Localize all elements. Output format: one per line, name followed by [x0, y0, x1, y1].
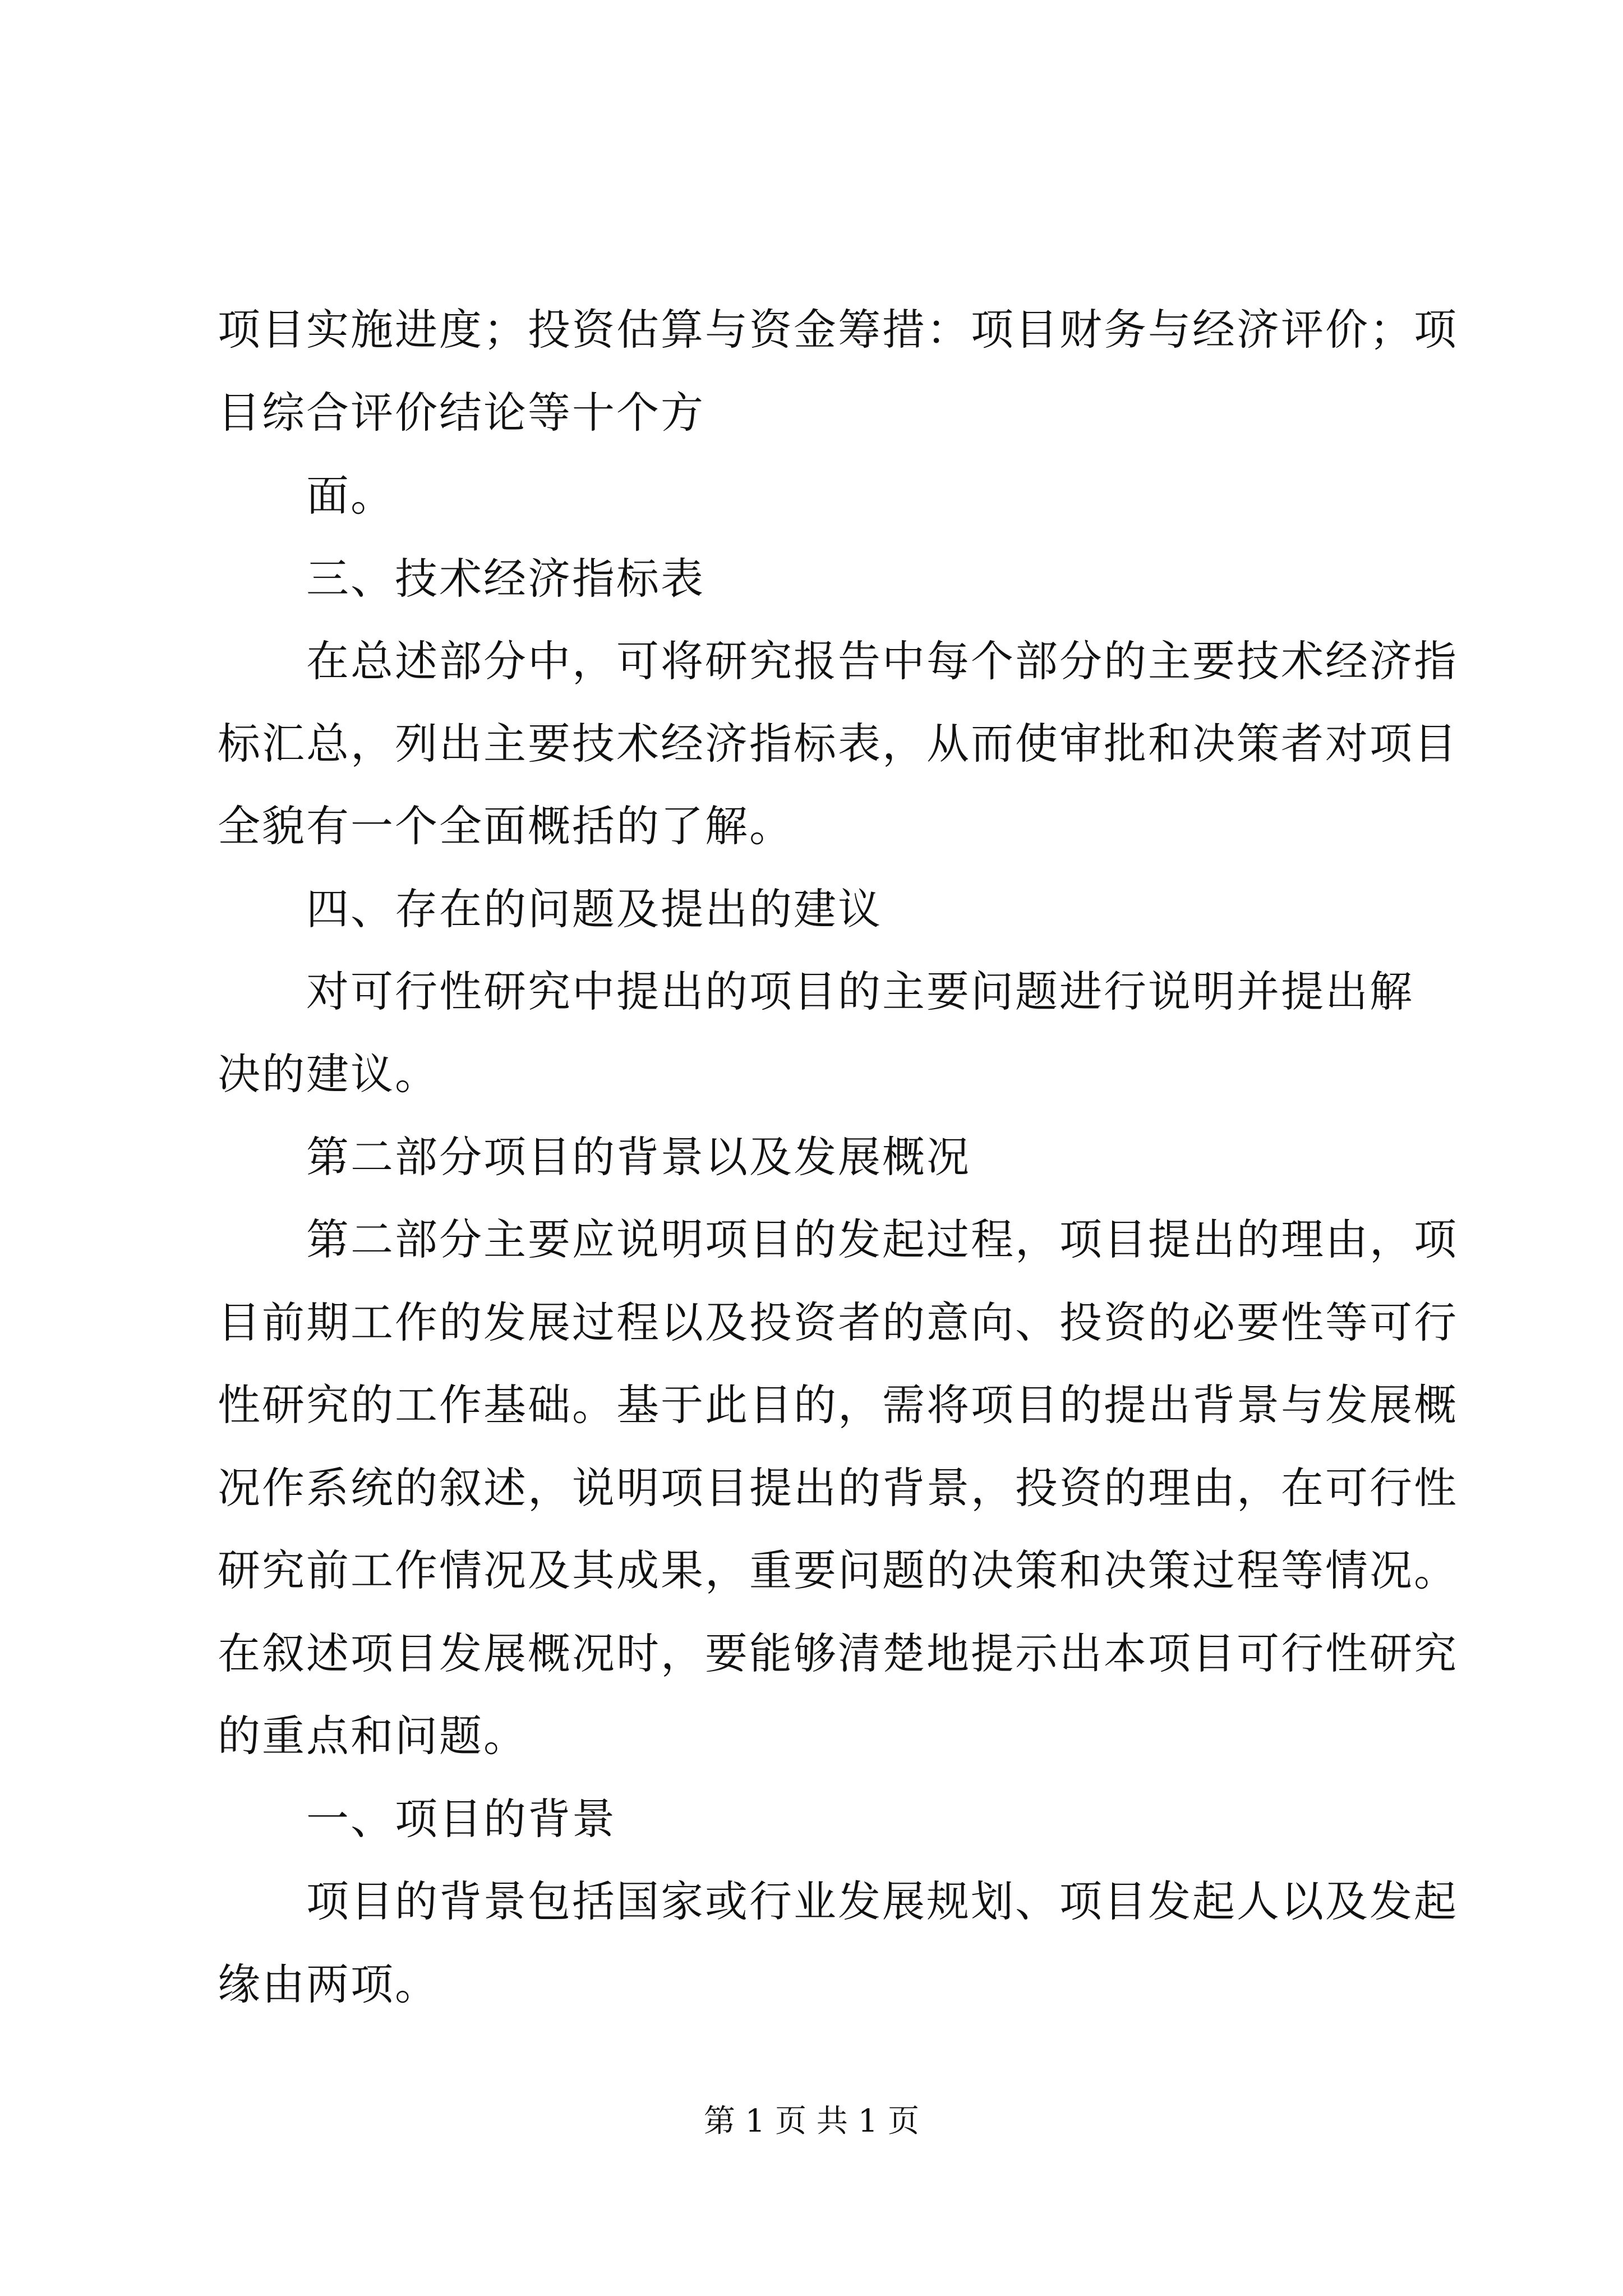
- page-number-footer: 第 1 页 共 1 页: [703, 2103, 920, 2139]
- text-line: 第二部分主要应说明项目的发起过程，项目提出的理由，项: [306, 1214, 1458, 1264]
- text-line: 标汇总，列出主要技术经济指标表，从而使审批和决策者对项目: [218, 719, 1458, 769]
- text-line: 性研究的工作基础。基于此目的，需将项目的提出背景与发展概: [218, 1380, 1458, 1430]
- text-line: 面。: [306, 471, 395, 521]
- part-heading: 第二部分项目的背景以及发展概况: [306, 1132, 971, 1182]
- text-line: 全貌有一个全面概括的了解。: [218, 801, 794, 851]
- text-line: 缘由两项。: [218, 1959, 439, 2009]
- text-line: 目综合评价结论等十个方: [218, 388, 705, 438]
- text-line: 研究前工作情况及其成果，重要问题的决策和决策过程等情况。: [218, 1545, 1458, 1595]
- section-heading: 三、技术经济指标表: [306, 554, 705, 604]
- text-line: 在总述部分中，可将研究报告中每个部分的主要技术经济指: [306, 636, 1458, 686]
- text-line: 对可行性研究中提出的项目的主要问题进行说明并提出解: [306, 967, 1414, 1016]
- text-line: 况作系统的叙述，说明项目提出的背景，投资的理由，在可行性: [218, 1463, 1458, 1513]
- section-heading: 四、存在的问题及提出的建议: [306, 884, 882, 934]
- text-line: 项目的背景包括国家或行业发展规划、项目发起人以及发起: [306, 1876, 1458, 1926]
- text-line: 项目实施进度；投资估算与资金筹措：项目财务与经济评价；项: [218, 305, 1458, 355]
- text-line: 在叙述项目发展概况时，要能够清楚地提示出本项目可行性研究: [218, 1628, 1458, 1678]
- text-line: 的重点和问题。: [218, 1711, 528, 1761]
- section-heading: 一、项目的背景: [306, 1794, 616, 1844]
- text-line: 决的建议。: [218, 1049, 439, 1099]
- text-line: 目前期工作的发展过程以及投资者的意向、投资的必要性等可行: [218, 1297, 1458, 1347]
